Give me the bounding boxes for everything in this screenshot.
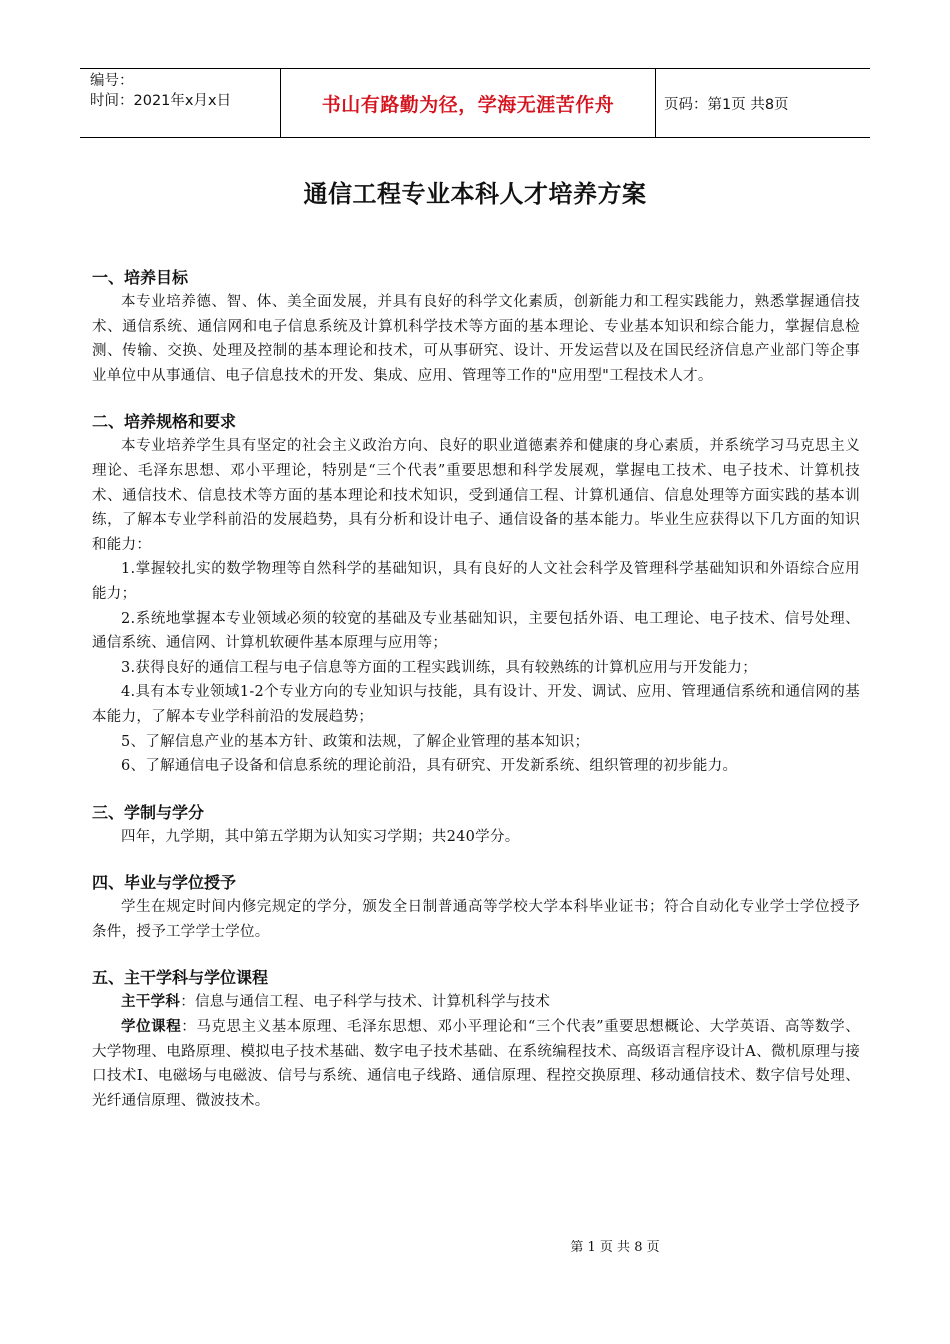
section-requirements xyxy=(92,410,860,778)
list-item: 5、了解信息产业的基本方针、政策和法规，了解企业管理的基本知识； xyxy=(121,733,590,750)
list-item: 1.掌握较扎实的数学物理等自然科学的基础知识，具有良好的人文社会科学及管理科学基础知识和外语综合应用能力； xyxy=(92,561,860,602)
degree-courses-label: 学位课程 xyxy=(121,1019,182,1036)
document-body xyxy=(92,266,860,1135)
degree-courses xyxy=(92,1015,860,1113)
page-header xyxy=(80,68,870,138)
list-item: 6、了解通信电子设备和信息系统的理论前沿，具有研究、开发新系统、组织管理的初步能力。 xyxy=(121,758,738,775)
document-title: 通信工程专业本科人才培养方案 xyxy=(303,180,647,208)
header-left-cell xyxy=(80,69,280,137)
section-heading: 四、毕业与学位授予 xyxy=(92,873,237,893)
section-duration-credits xyxy=(92,801,860,850)
main-disciplines-label: 主干学科 xyxy=(121,994,181,1011)
section-heading: 五、主干学科与学位课程 xyxy=(92,968,269,988)
header-motto: 书山有路勤为径，学海无涯苦作舟 xyxy=(280,69,656,137)
page-footer: 第 1 页 共 8 页 xyxy=(570,1240,660,1255)
paragraph: 学生在规定时间内修完规定的学分，颁发全日制普通高等学校大学本科毕业证书；符合自动化专业学士学位授予条件，授予工学学士学位。 xyxy=(92,899,860,940)
section-disciplines-courses xyxy=(92,966,860,1113)
section-graduation-degree xyxy=(92,871,860,944)
header-page-code: 页码：第1页 共8页 xyxy=(664,96,789,113)
number-label: 编号： xyxy=(90,73,134,89)
paragraph: 本专业培养德、智、体、美全面发展，并具有良好的科学文化素质，创新能力和工程实践能力，熟悉掌握通信技术、通信系统、通信网和电子信息系统及计算机科学技术等方面的基本理论、专业基本知识和综合能力，掌握信息检测、传输、交换、处理及控制的基本理论和技术，可从事研究、设计、开发运营以及在国民经济信息产业部门等企事业单位中从事通信、电子信息技术的开发、集成、应用、管理等工作的"应用型"工程技术人才。 xyxy=(92,294,860,384)
list-item: 4.具有本专业领域1-2个专业方向的专业知识与技能，具有设计、开发、调试、应用、管理通信系统和通信网的基本能力，了解本专业学科前沿的发展趋势； xyxy=(92,684,860,725)
time-label: 时间：2021年x月x日 xyxy=(90,93,232,109)
section-heading: 一、培养目标 xyxy=(92,268,189,287)
list-item: 2.系统地掌握本专业领域必须的较宽的基础及专业基础知识，主要包括外语、电工理论、电子技术、信号处理、通信系统、通信网、计算机软硬件基本原理与应用等； xyxy=(92,610,860,652)
main-disciplines-text: ：信息与通信工程、电子科学与技术、计算机科学与技术 xyxy=(180,994,551,1011)
degree-courses-text: ：马克思主义基本原理、毛泽东思想、邓小平理论和“三个代表”重要思想概论、大学英语、高等数学、大学物理、电路原理、模拟电子技术基础、数字电子技术基础、在系统编程技术、高级语言程序设计A、微机原理与接口技术I、电磁场与电磁波、信号与系统、通信电子线路、通信原理、程控交换原理、移动通信技术、数字信号处理、光纤通信原理、微波技术。 xyxy=(92,1019,860,1109)
section-heading: 三、学制与学分 xyxy=(92,802,205,822)
section-training-goals xyxy=(92,266,860,388)
paragraph: 四年，九学期，其中第五学期为认知实习学期；共240学分。 xyxy=(121,828,520,845)
list-item: 3.获得良好的通信工程与电子信息等方面的工程实践训练，具有较熟练的计算机应用与开发能力； xyxy=(121,659,758,676)
main-disciplines xyxy=(92,990,860,1015)
section-heading: 二、培养规格和要求 xyxy=(92,412,237,432)
paragraph: 本专业培养学生具有坚定的社会主义政治方向、良好的职业道德素养和健康的身心素质，并系统学习马克思主义理论、毛泽东思想、邓小平理论，特别是“三个代表”重要思想和科学发展观，掌握电工技术、电子技术、计算机技术、通信技术、信息技术等方面的基本理论和技术知识，受到通信工程、计算机通信、信息处理等方面实践的基本训练，了解本专业学科前沿的发展趋势，具有分析和设计电子、通信设备的基本能力。毕业生应获得以下几方面的知识和能力： xyxy=(92,438,860,553)
